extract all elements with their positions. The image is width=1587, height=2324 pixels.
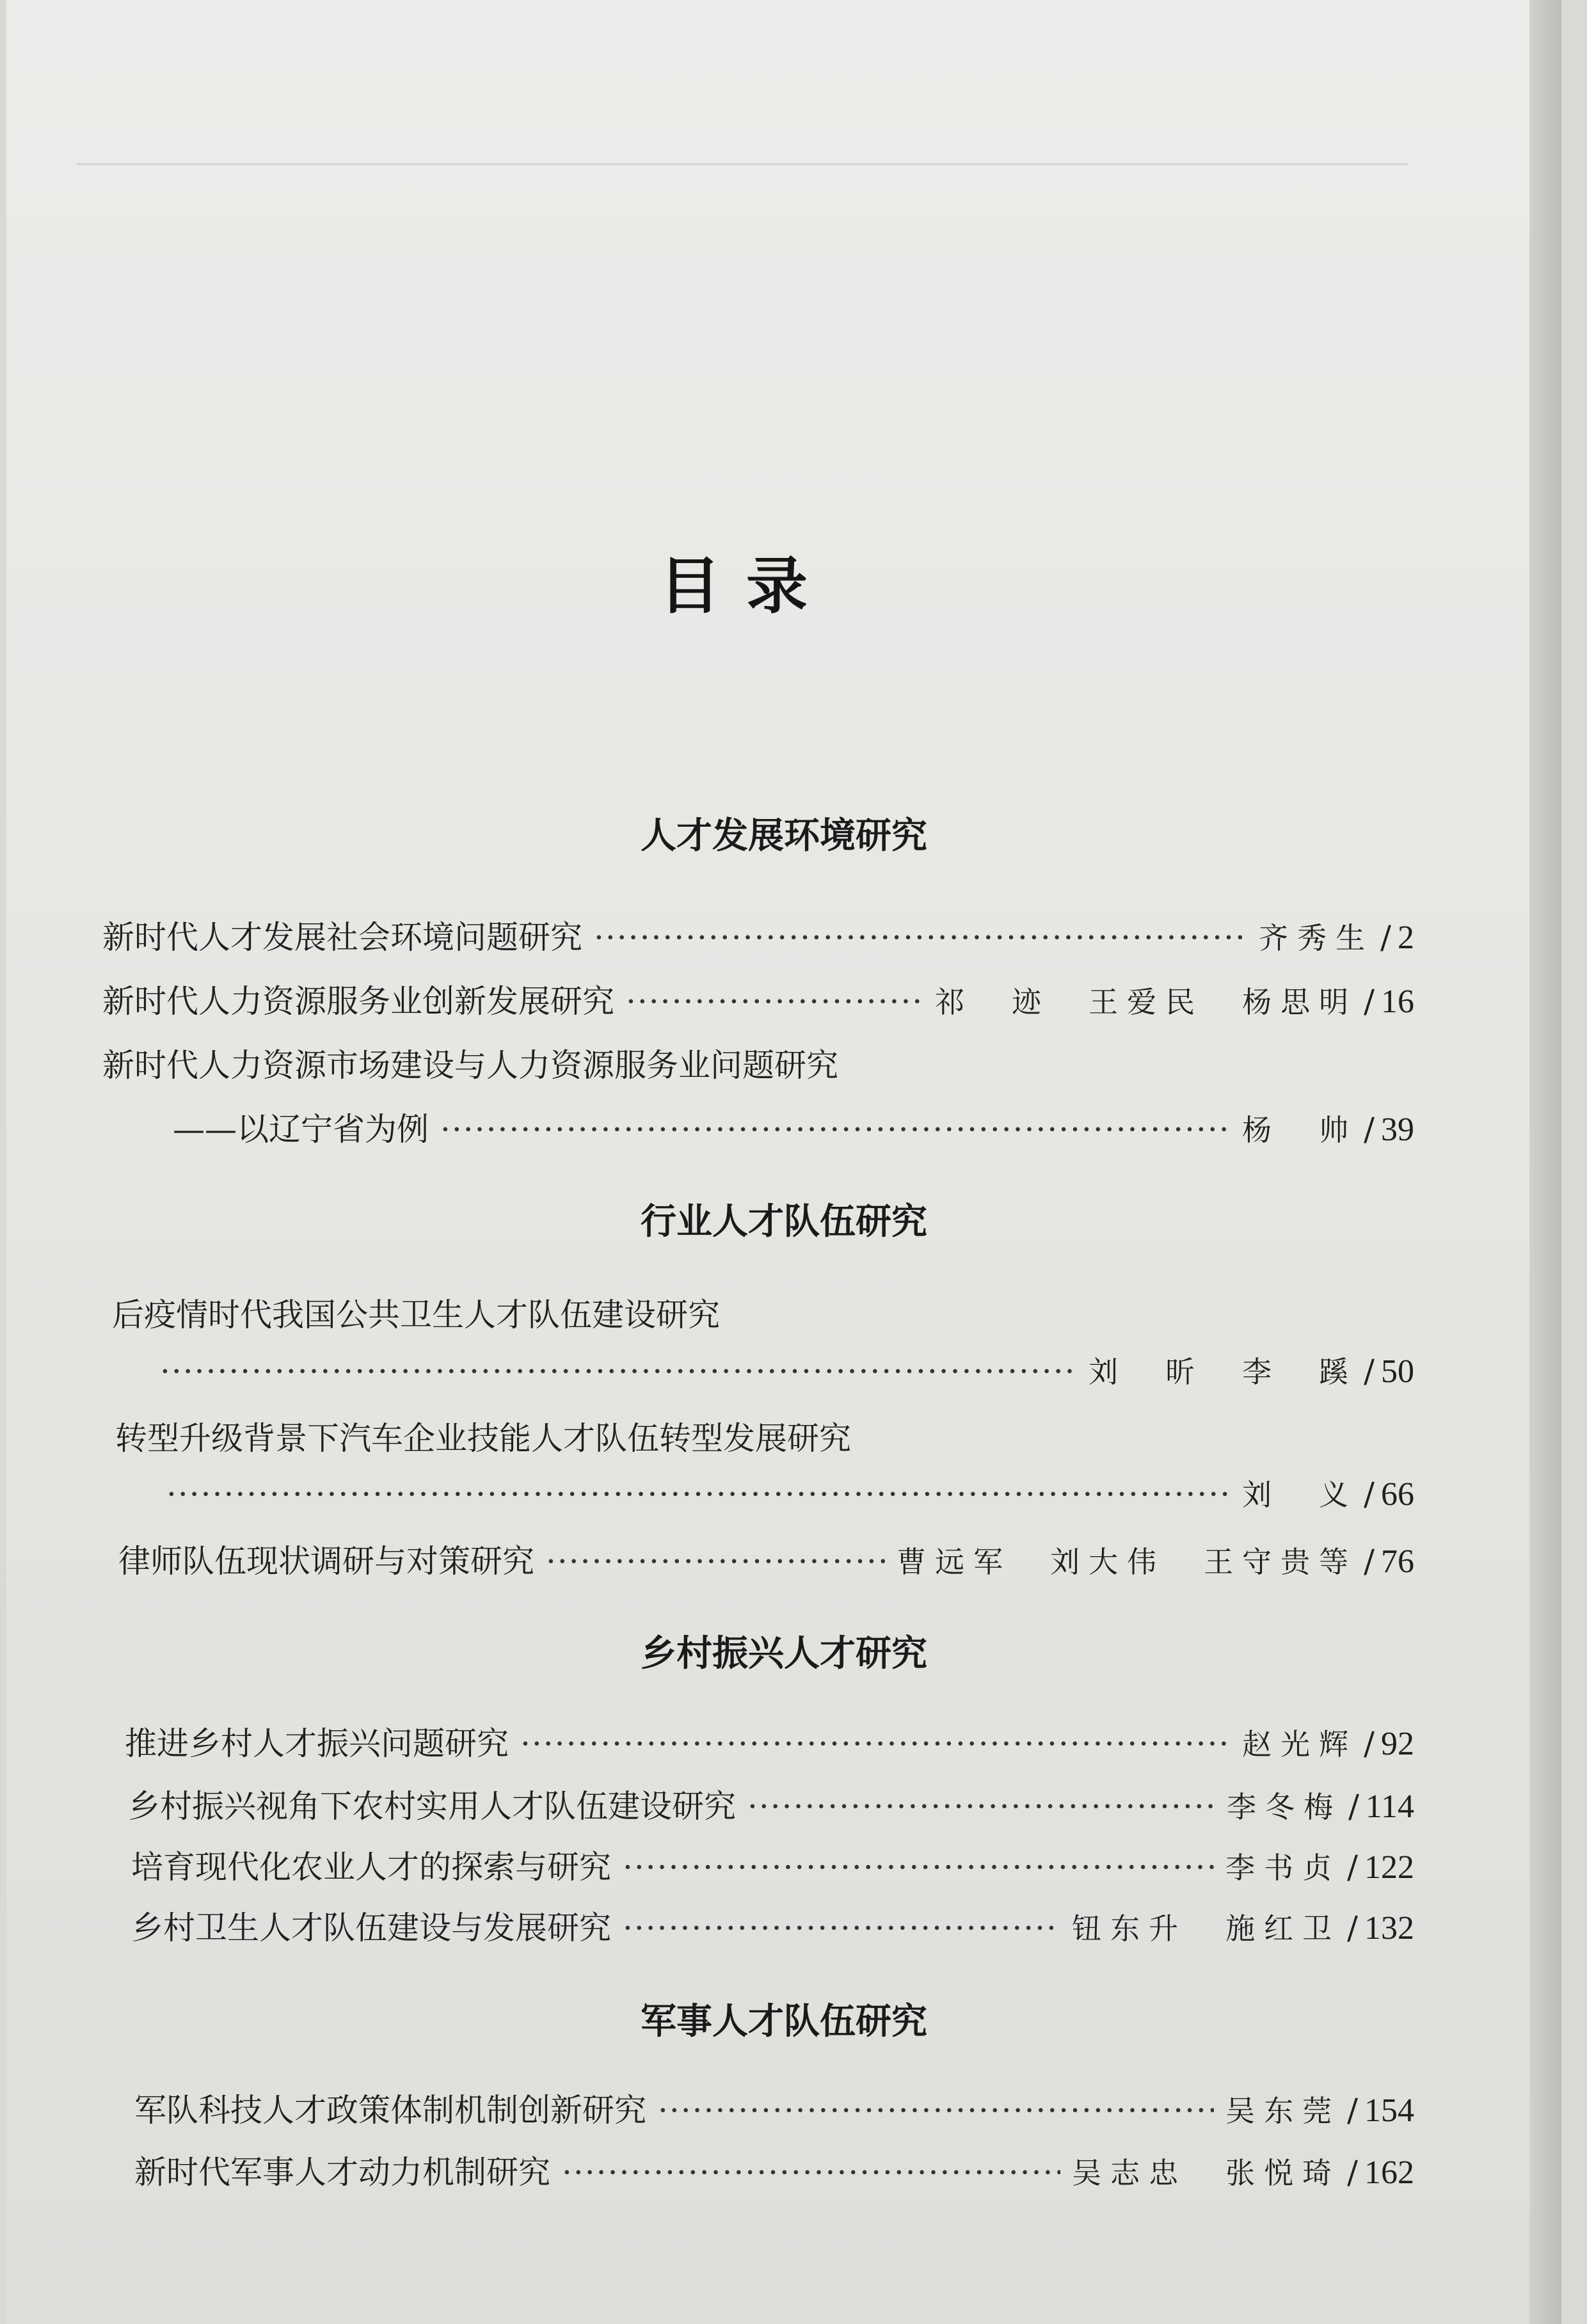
section-heading: 乡村振兴人才研究 xyxy=(641,1632,927,1675)
toc-entry[interactable] xyxy=(166,1472,1414,1514)
page-separator: / xyxy=(1364,1725,1375,1762)
entry-page: 114 xyxy=(1365,1788,1414,1825)
page-separator: / xyxy=(1380,919,1391,956)
section-heading: 人才发展环境研究 xyxy=(641,815,927,857)
page-separator: / xyxy=(1364,983,1375,1020)
entry-page: 39 xyxy=(1381,1111,1414,1148)
entry-title: 新时代人才发展社会环境问题研究 xyxy=(102,919,582,956)
page-title: 目录 xyxy=(659,550,833,622)
entry-author: 曹远军 刘大伟 王守贵等 xyxy=(897,1545,1358,1579)
toc-entry[interactable] xyxy=(102,912,1414,958)
entry-title: 新时代人力资源服务业创新发展研究 xyxy=(102,983,614,1020)
entry-author: 李书贞 xyxy=(1225,1850,1341,1885)
entry-author: 杨 帅 xyxy=(1242,1113,1358,1147)
toc-entry[interactable] xyxy=(125,1718,1414,1764)
leader-dots xyxy=(440,1111,1231,1148)
leader-dots xyxy=(160,1353,1077,1390)
toc-entry[interactable] xyxy=(131,1902,1414,1948)
leader-dots xyxy=(626,983,923,1020)
toc-entry[interactable] xyxy=(134,2147,1414,2193)
entry-author: 李冬梅 xyxy=(1227,1790,1343,1824)
entry-title: 培育现代化农业人才的探索与研究 xyxy=(131,1849,611,1886)
entry-title: 乡村卫生人才队伍建设与发展研究 xyxy=(131,1909,611,1946)
leader-dots xyxy=(747,1788,1215,1825)
bleed-through-rule xyxy=(77,163,1408,165)
toc-entry[interactable] xyxy=(128,1781,1414,1827)
entry-author: 刘 昕 李 蹊 xyxy=(1089,1355,1358,1389)
entry-page: 16 xyxy=(1381,983,1414,1020)
page-separator: / xyxy=(1364,1543,1375,1580)
entry-page: 122 xyxy=(1364,1849,1414,1886)
leader-dots xyxy=(623,1909,1060,1946)
leader-dots xyxy=(658,2092,1214,2129)
toc-entry[interactable] xyxy=(131,1842,1414,1888)
toc-entry[interactable] xyxy=(134,2085,1414,2131)
toc-entry[interactable] xyxy=(160,1349,1414,1391)
entry-page: 92 xyxy=(1381,1726,1414,1762)
toc-entry[interactable] xyxy=(102,976,1414,1022)
leader-dots xyxy=(166,1476,1231,1513)
leader-dots xyxy=(562,2154,1060,2191)
entry-title[interactable]: 新时代人力资源市场建设与人力资源服务业问题研究 xyxy=(102,1047,838,1084)
leader-dots xyxy=(546,1543,885,1580)
entry-page: 162 xyxy=(1364,2154,1414,2191)
entry-title: 律师队伍现状调研与对策研究 xyxy=(118,1543,534,1580)
page-separator: / xyxy=(1364,1476,1375,1513)
page-separator: / xyxy=(1348,1788,1359,1825)
page-separator: / xyxy=(1347,2092,1358,2129)
entry-title: 推进乡村人才振兴问题研究 xyxy=(125,1725,509,1762)
entry-page: 66 xyxy=(1381,1476,1414,1513)
entry-page: 154 xyxy=(1364,2092,1414,2129)
entry-title: 军队科技人才政策体制机制创新研究 xyxy=(134,2092,646,2129)
page-separator: / xyxy=(1347,1849,1358,1886)
toc-page xyxy=(6,0,1561,2324)
entry-author: 钮东升 施红卫 xyxy=(1072,1911,1341,1946)
toc-entry[interactable] xyxy=(118,1536,1414,1582)
entry-author: 赵光辉 xyxy=(1242,1727,1358,1762)
entry-page: 2 xyxy=(1398,919,1414,956)
section-heading: 军事人才队伍研究 xyxy=(641,2000,927,2042)
page-separator: / xyxy=(1347,1909,1358,1946)
entry-page: 76 xyxy=(1381,1543,1414,1580)
entry-author: 吴志忠 张悦琦 xyxy=(1072,2156,1341,2190)
toc-entry[interactable] xyxy=(173,1104,1414,1150)
entry-author: 吴东莞 xyxy=(1225,2094,1341,2128)
entry-title[interactable]: 后疫情时代我国公共卫生人才队伍建设研究 xyxy=(112,1296,720,1333)
page-separator: / xyxy=(1347,2154,1358,2191)
entry-author: 刘 义 xyxy=(1242,1477,1358,1512)
leader-dots xyxy=(594,919,1247,956)
entry-title: 乡村振兴视角下农村实用人才队伍建设研究 xyxy=(128,1788,736,1825)
page-separator: / xyxy=(1364,1353,1375,1390)
entry-author: 祁 迹 王爱民 杨思明 xyxy=(935,985,1358,1019)
entry-title[interactable]: 转型升级背景下汽车企业技能人才队伍转型发展研究 xyxy=(115,1420,851,1457)
entry-page: 132 xyxy=(1364,1910,1414,1946)
section-heading: 行业人才队伍研究 xyxy=(641,1200,927,1243)
entry-author: 齐秀生 xyxy=(1259,921,1375,955)
leader-dots xyxy=(520,1725,1231,1762)
entry-title: 新时代军事人才动力机制研究 xyxy=(134,2154,550,2191)
page-separator: / xyxy=(1364,1111,1375,1148)
page-edge xyxy=(1529,0,1561,2324)
leader-dots xyxy=(623,1849,1214,1886)
entry-page: 50 xyxy=(1381,1353,1414,1390)
entry-subtitle: ——以辽宁省为例 xyxy=(173,1111,429,1148)
